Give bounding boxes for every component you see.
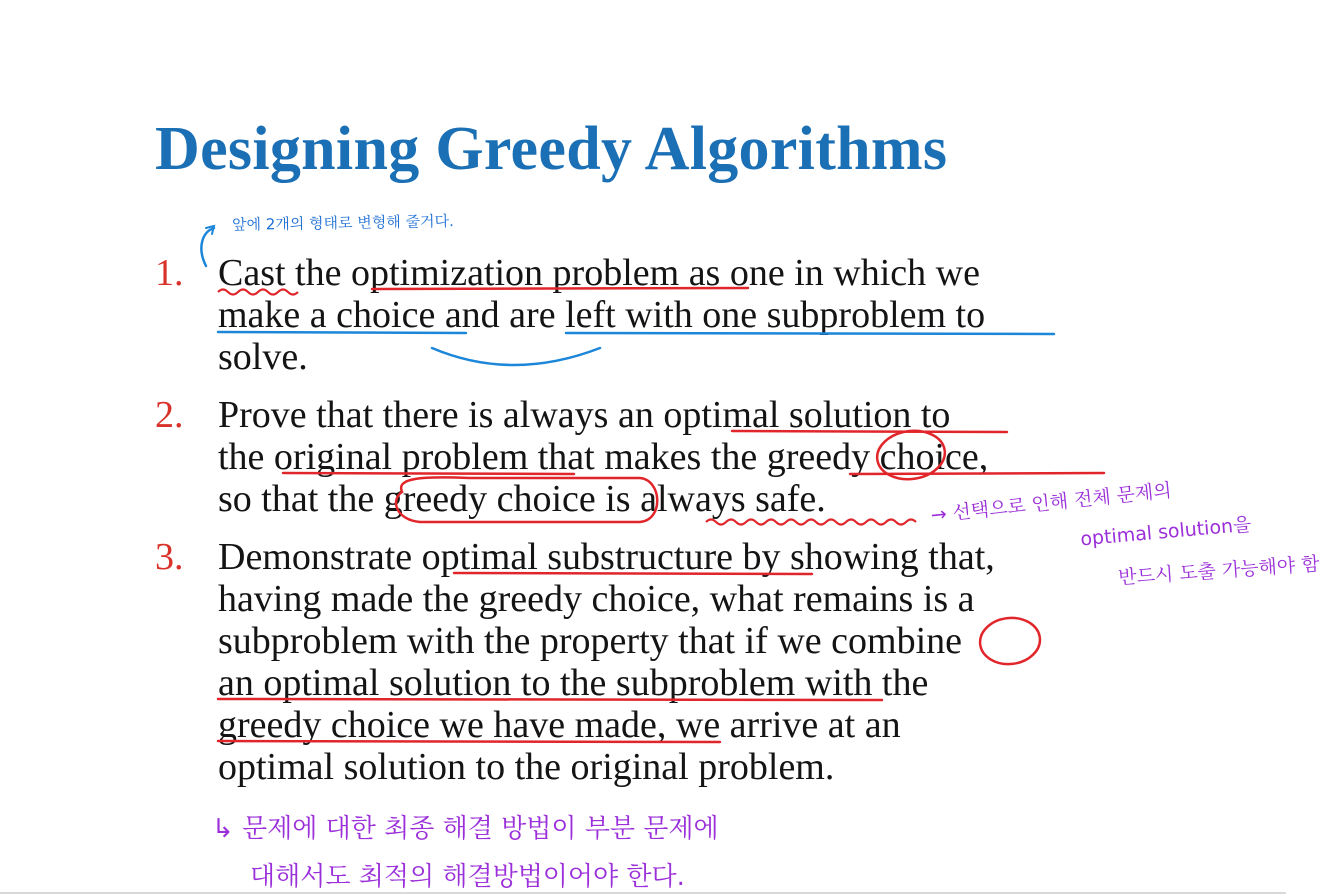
purple-handwritten-note-5: 대해서도 최적의 해결방법이어야 한다. xyxy=(250,862,685,892)
item-2-line-3: so that the greedy choice is always safe. xyxy=(218,478,826,520)
red-wavy-underline-always-safe xyxy=(706,520,916,525)
item-3-line-1: Demonstrate optimal substructure by showing that, xyxy=(218,536,995,578)
item-3-line-2: having made the greedy choice, what remains is a xyxy=(218,578,975,620)
item-1-line-2: make a choice and are left with one subproblem to xyxy=(218,294,986,336)
bottom-divider xyxy=(0,892,1286,894)
blue-arrow-mark xyxy=(206,226,214,234)
red-circle-combine xyxy=(978,615,1042,667)
purple-handwritten-note-4: ↳ 문제에 대한 최종 해결 방법이 부분 문제에 xyxy=(212,814,719,844)
purple-handwritten-note-1: → 선택으로 인해 전체 문제의 xyxy=(929,479,1173,527)
purple-handwritten-note-3: 반드시 도출 가능해야 함 xyxy=(1117,552,1320,590)
blue-handwritten-note: 앞에 2개의 형태로 변형해 줄거다. xyxy=(231,212,454,234)
item-2-line-1: Prove that there is always an optimal solution to xyxy=(218,394,951,436)
item-3-line-6: optimal solution to the original problem. xyxy=(218,746,835,788)
item-3-line-5: greedy choice we have made, we arrive at an xyxy=(218,704,901,746)
blue-connecting-arc xyxy=(432,348,600,365)
item-3-line-4: an optimal solution to the subproblem with the xyxy=(218,662,929,704)
item-1-number: 1. xyxy=(155,252,184,294)
item-3-number: 3. xyxy=(155,536,184,578)
slide-title: Designing Greedy Algorithms xyxy=(155,115,948,183)
item-1-line-1: Cast the optimization problem as one in which we xyxy=(218,252,980,294)
purple-handwritten-note-2: optimal solution을 xyxy=(1079,513,1253,551)
item-2-line-2: the original problem that makes the greedy choice, xyxy=(218,436,989,478)
item-3-line-3: subproblem with the property that if we combine xyxy=(218,620,962,662)
item-2-number: 2. xyxy=(155,394,184,436)
blue-bracket-mark xyxy=(201,228,214,266)
item-1-line-3: solve. xyxy=(218,336,308,378)
